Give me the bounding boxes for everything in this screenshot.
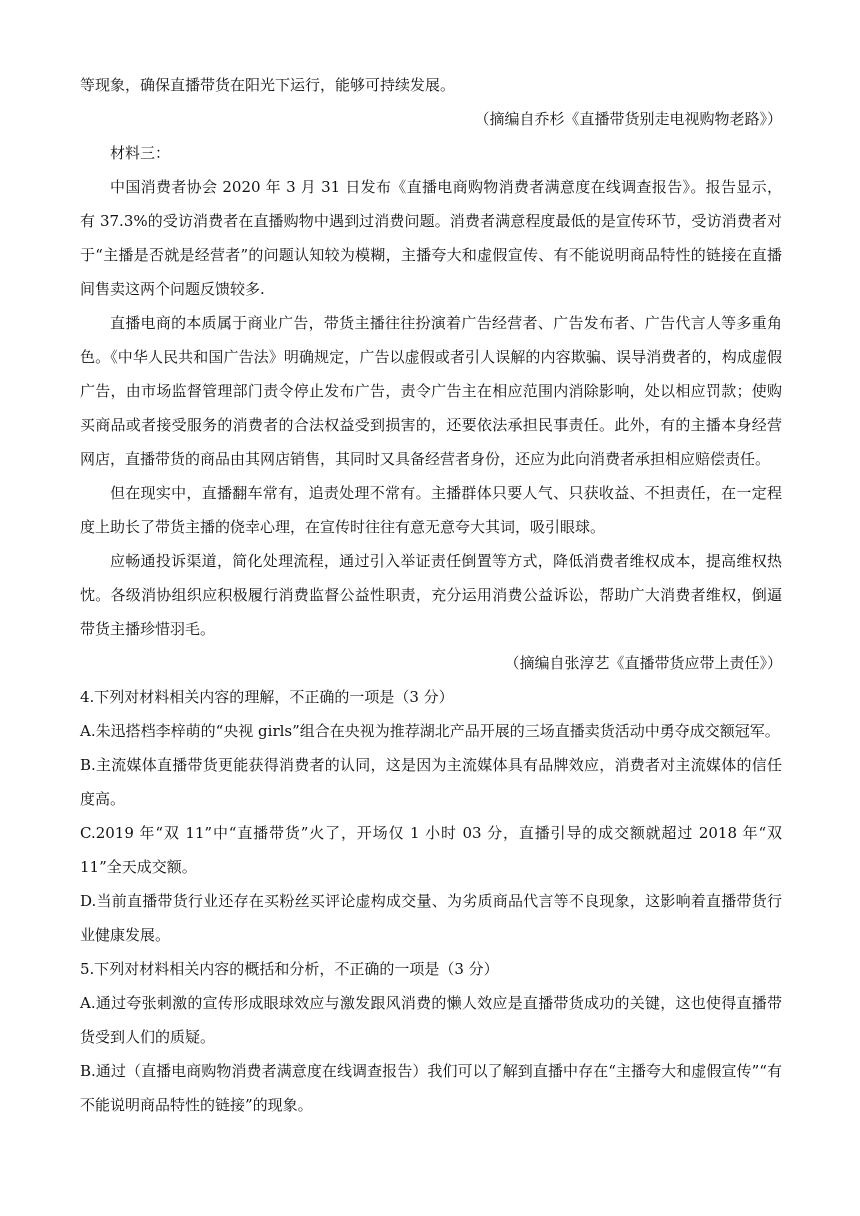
material3-paragraph-1: 中国消费者协会 2020 年 3 月 31 日发布《直播电商购物消费者满意度在线调查报告》。报告显示，有 37.3%的受访消费者在直播购物中遇到过消费问题。消费者满意程度最低的是宣传环节，受访消费者对于“主播是否就是经营者”的问题认知较为模糊，主播夸大和虚假宣传、有不能说明商品特性的链接在直播间售卖这两个问题反馈较多. [80,178,782,298]
question-5-option-a: A.通过夸张刺激的宣传形成眼球效应与激发跟风消费的懒人效应是直播带货成功的关键，这也使得直播带货受到人们的质疑。 [80,994,782,1046]
material2-source: （摘编自乔杉《直播带货别走电视购物老路》） [474,110,782,128]
material3-heading: 材料三： [110,144,171,162]
question-4-option-a: A.朱迅搭档李梓萌的“央视 girls”组合在央视为推荐湖北产品开展的三场直播卖货活动中勇夺成交额冠军。 [80,722,780,740]
question-4-stem: 4.下列对材料相关内容的理解，不正确的一项是（3 分） [80,688,454,706]
material3-paragraph-2: 直播电商的本质属于商业广告，带货主播往往扮演着广告经营者、广告发布者、广告代言人等多重角色。《中华人民共和国广告法》明确规定，广告以虚假或者引人误解的内容欺骗、误导消费者的，构成虚假广告，由市场监督管理部门责令停止发布广告，责令广告主在相应范围内消除影响，处以相应罚款；使购买商品或者接受服务的消费者的合法权益受到损害的，还要依法承担民事责任。此外，有的主播本身经营网店，直播带货的商品由其网店销售，其同时又具备经营者身份，还应为此向消费者承担相应赔偿责任。 [80,314,782,468]
document-page [80,68,782,1122]
question-5-option-b: B.通过（直播电商购物消费者满意度在线调查报告）我们可以了解到直播中存在“主播夸大和虚假宣传”“有不能说明商品特性的链接”的现象。 [80,1062,782,1114]
question-4-option-c: C.2019 年“双 11”中“直播带货”火了，开场仅 1 小时 03 分，直播引导的成交额就超过 2018 年“双 11”全天成交额。 [80,824,782,876]
material3-paragraph-3: 但在现实中，直播翻车常有，追责处理不常有。主播群体只要人气、只获收益、不担责任，在一定程度上助长了带货主播的侥幸心理，在宣传时往往有意无意夸大其词，吸引眼球。 [80,484,782,536]
question-5-stem: 5.下列对材料相关内容的概括和分析，不正确的一项是（3 分） [80,960,499,978]
question-4-option-b: B.主流媒体直播带货更能获得消费者的认同，这是因为主流媒体具有品牌效应，消费者对主流媒体的信任度高。 [80,756,782,808]
question-4-option-d: D.当前直播带货行业还存在买粉丝买评论虚构成交量、为劣质商品代言等不良现象，这影响着直播带货行业健康发展。 [80,892,782,944]
material3-source: （摘编自张淳艺《直播带货应带上责任》） [504,654,782,672]
material2-tail: 等现象，确保直播带货在阳光下运行，能够可持续发展。 [80,76,456,94]
material3-paragraph-4: 应畅通投诉渠道，简化处理流程，通过引入举证责任倒置等方式，降低消费者维权成本，提高维权热忱。各级消协组织应积极履行消费监督公益性职责，充分运用消费公益诉讼，帮助广大消费者维权，倒逼带货主播珍惜羽毛。 [80,552,782,638]
